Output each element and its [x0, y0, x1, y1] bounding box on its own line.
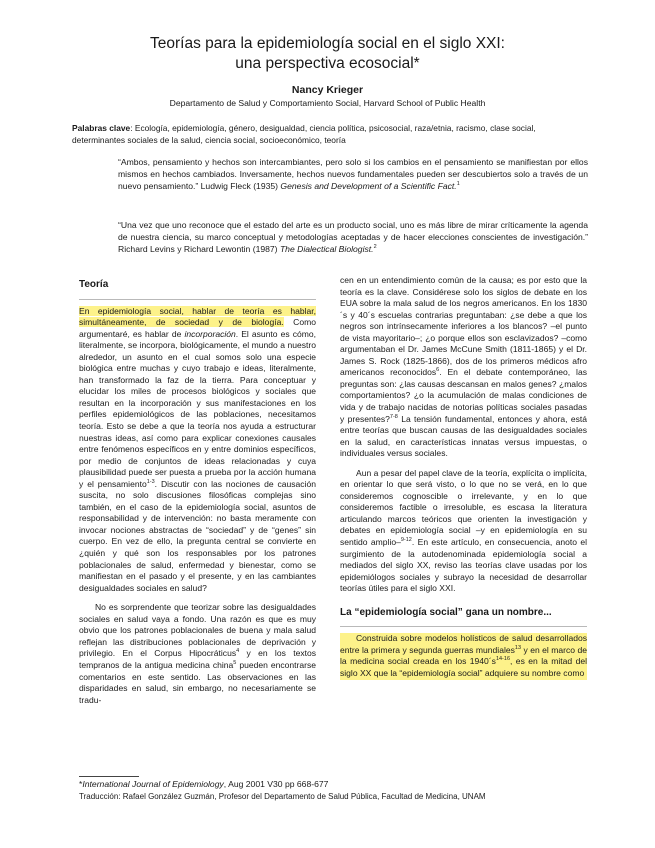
keywords-label: Palabras clave [72, 123, 131, 133]
paragraph-text: Como argumentaré, es hablar de [79, 317, 316, 339]
paragraph-text: . En el debate contemporáneo, las preguntas son: ¿las causas descansan en malos genes? ¿malos comportamientos? ¿o la acumulación de malas condiciones de vida y de trabajo nacidas de notorias políticas sociales pasadas y presentes? [340, 367, 587, 424]
epigraph-fleck [118, 157, 588, 192]
keywords [72, 123, 584, 146]
title-line-1: Teorías para la epidemiología social en el siglo XXI: [150, 35, 505, 52]
paragraph-text: . El asunto es cómo, literalmente, se incorpora, biológicamente, el mundo a nuestro alrededor, un asunto en el cual somos solo una especie biológica entre muchas y cuyo trabajo e ideas, literalmente, han transformado la faz de la tierra. Para conceptuar y elucidar los miles de procesos biológicos y sociales que resultan en la incorporación y sus manifestaciones en los perfiles epidemiológicos de las poblaciones, necesitamos teoría. Esto se debe a que la teoría nos ayuda a estructurar nuestras ideas, así como para explicar conexiones causales entre fenómenos específicos en y entre dominios específicos, por medio de conjuntos de ideas relacionadas y cuya plausibilidad puede ser puesta a prueba por la acción humana y el pensamiento [79, 328, 316, 489]
paragraph-text: La tensión fundamental, entonces y ahora, está entre teorías que buscan causas de las desigualdades sociales en la salud, en características innatas versus impuestas, o individuales versus sociales. [340, 413, 588, 459]
epigraph-text: “Una vez que uno reconoce que el estado del arte es un producto social, uno es más libre de mirar críticamente la agenda de nuestra ciencia, su marco conceptual y metodologías aceptadas y de hacer elecciones conscientes de investigación.” Richard Levins y Richard Lewontin (1987) [118, 220, 588, 254]
reference-marker: 6 [436, 367, 440, 374]
section-heading-epidemiologia-social: La “epidemiología social” gana un nombre... [340, 606, 552, 618]
keywords-text: : Ecología, epidemiología, género, desigualdad, ciencia política, psicosocial, raza/etnia, racismo, clase social, determinantes sociales de la salud, ciencia social, socioeconómico, teoría [72, 123, 536, 145]
highlighted-paragraph [340, 633, 587, 679]
paragraph-text: y en los textos tempranos de la antigua medicina china [79, 648, 316, 670]
journal-name: International Journal of Epidemiology [82, 779, 224, 789]
paragraph-text: , es en la mitad del siglo XX que la “epidemiología social” adquiere su nombre como [340, 656, 587, 678]
author-affiliation: Departamento de Salud y Comportamiento Social, Harvard School of Public Health [169, 98, 486, 108]
translation-credit: Traducción: Rafael González Guzmán, Profesor del Departamento de Salud Pública, Facultad de Medicina, UNAM [79, 792, 486, 801]
footnote-marker: * [79, 779, 83, 789]
paragraph [340, 275, 587, 460]
reference-marker: 1-3 [146, 478, 155, 485]
reference-marker: 4 [236, 648, 240, 655]
paragraph [79, 602, 316, 706]
epigraph-source: Genesis and Development of a Scientific Fact. [280, 180, 457, 191]
citation-footnote [79, 779, 599, 790]
citation-details: , Aug 2001 V30 pp 668-677 [223, 779, 329, 789]
paragraph-text: pueden encontrarse comentarios en este sentido. Las observaciones en las disparidades en salud, sin embargo, no necesariamente se tradu- [79, 659, 316, 705]
paragraph-text: . En este artículo, en consecuencia, anoto el surgimiento de la autodenominada epidemiología social a mediados del siglo XX, reviso las teorías clave usadas por los epidemiólogos sociales y subrayo la necesidad de desarrollar teorías útiles para el siglo XXI. [340, 537, 587, 594]
highlighted-text: En epidemiología social, hablar de teoría es hablar, simultáneamente, de sociedad y de biología. [79, 305, 316, 328]
epigraph-reference: 1 [456, 180, 460, 187]
author-name: Nancy Krieger [291, 84, 364, 96]
emphasis: incorporación [184, 328, 236, 339]
article-title [0, 34, 655, 74]
epigraph-levins-lewontin [118, 220, 588, 255]
section-rule [79, 299, 316, 300]
footnote-rule [79, 776, 139, 777]
reference-marker: 14-16 [495, 656, 511, 663]
section-rule [340, 626, 587, 627]
paragraph [79, 306, 316, 595]
paragraph [340, 468, 587, 595]
paragraph-text: Aun a pesar del papel clave de la teoría, explícita o implícita, en orientar lo que será visto, o lo que no se verá, en lo que consideremos cognoscible o irrelevante, y en lo que consideremos factible o irresoluble, es escasa la literatura articulando marcos teóricos que orienten la investigación y debates en epidemiología social –y en epidemiología en su sentido amplio– [340, 467, 587, 548]
title-line-2: una perspectiva ecosocial* [235, 55, 420, 72]
paragraph-text: . Discutir con las nociones de causación suscita, no solo discusiones filosóficas complejas sino también, en el caso de la epidemiología social, asuntos de responsabilidad y de intervención: no basta meramente con invocar nociones abstractas de “sociedad” y de “genes” sin cuerpo. En vez de ello, la pregunta central se convierte en ¿quién y qué son los responsables por los patrones poblacionales de salud, enfermedad y bienestar, como se manifiestan en el pasado y el presente, y en las cambiantes desigualdades sociales en salud? [79, 478, 316, 593]
reference-marker: 9-12 [400, 537, 412, 544]
epigraph-source: The Dialectical Biologist. [279, 243, 374, 254]
left-column [79, 275, 316, 714]
epigraph-text: “Ambos, pensamiento y hechos son intercambiantes, pero solo si los cambios en el pensamiento se manifiestan por ellos mismos en hechos cambiados. Inversamente, hechos nuevos fundamentales pueden ser descubiertos solo a través de un nuevo pensamiento.” Ludwig Fleck (1935) [118, 157, 588, 191]
reference-marker: 7-8 [389, 413, 398, 420]
paragraph-text: Construida sobre modelos holísticos de salud desarrollados entre la primera y segunda guerras mundiales [340, 633, 587, 655]
epigraph-reference: 2 [373, 243, 377, 250]
paragraph-text: y en el marco de la medicina social creada en los 1940´s [340, 644, 588, 667]
reference-marker: 13 [514, 645, 522, 652]
paragraph-text: cen en un entendimiento común de la causa; es por esto que la teoría es la clave. Considérese solo los siglos de debate en los EUA sobre la mala salud de los negros americanos. En los 1830´s y 40´s escuelas contrarias preguntaban: ¿se debe a que los negros son intrínsecamente inferiores a los blancos? –el punto de vista mayoritario–; ¿o porque ellos son esclavizados? –como argumentaban el Dr. James McCune Smith (1811-1865) y el Dr. James S. Rock (1825-1866), dos de los primeros médicos afro americanos reconocidos [340, 275, 587, 378]
section-heading-teoria: Teoría [79, 279, 109, 290]
paragraph-text: No es sorprendente que teorizar sobre las desigualdades sociales en salud vaya a fondo. Una razón es que es muy obvio que los patrones poblacionales de buena y mala salud reflejan las distribuciones poblacionales de deprivación y privilegio. En el Corpus Hipocráticus [79, 602, 316, 659]
right-column [340, 275, 587, 688]
reference-marker: 5 [233, 660, 237, 667]
